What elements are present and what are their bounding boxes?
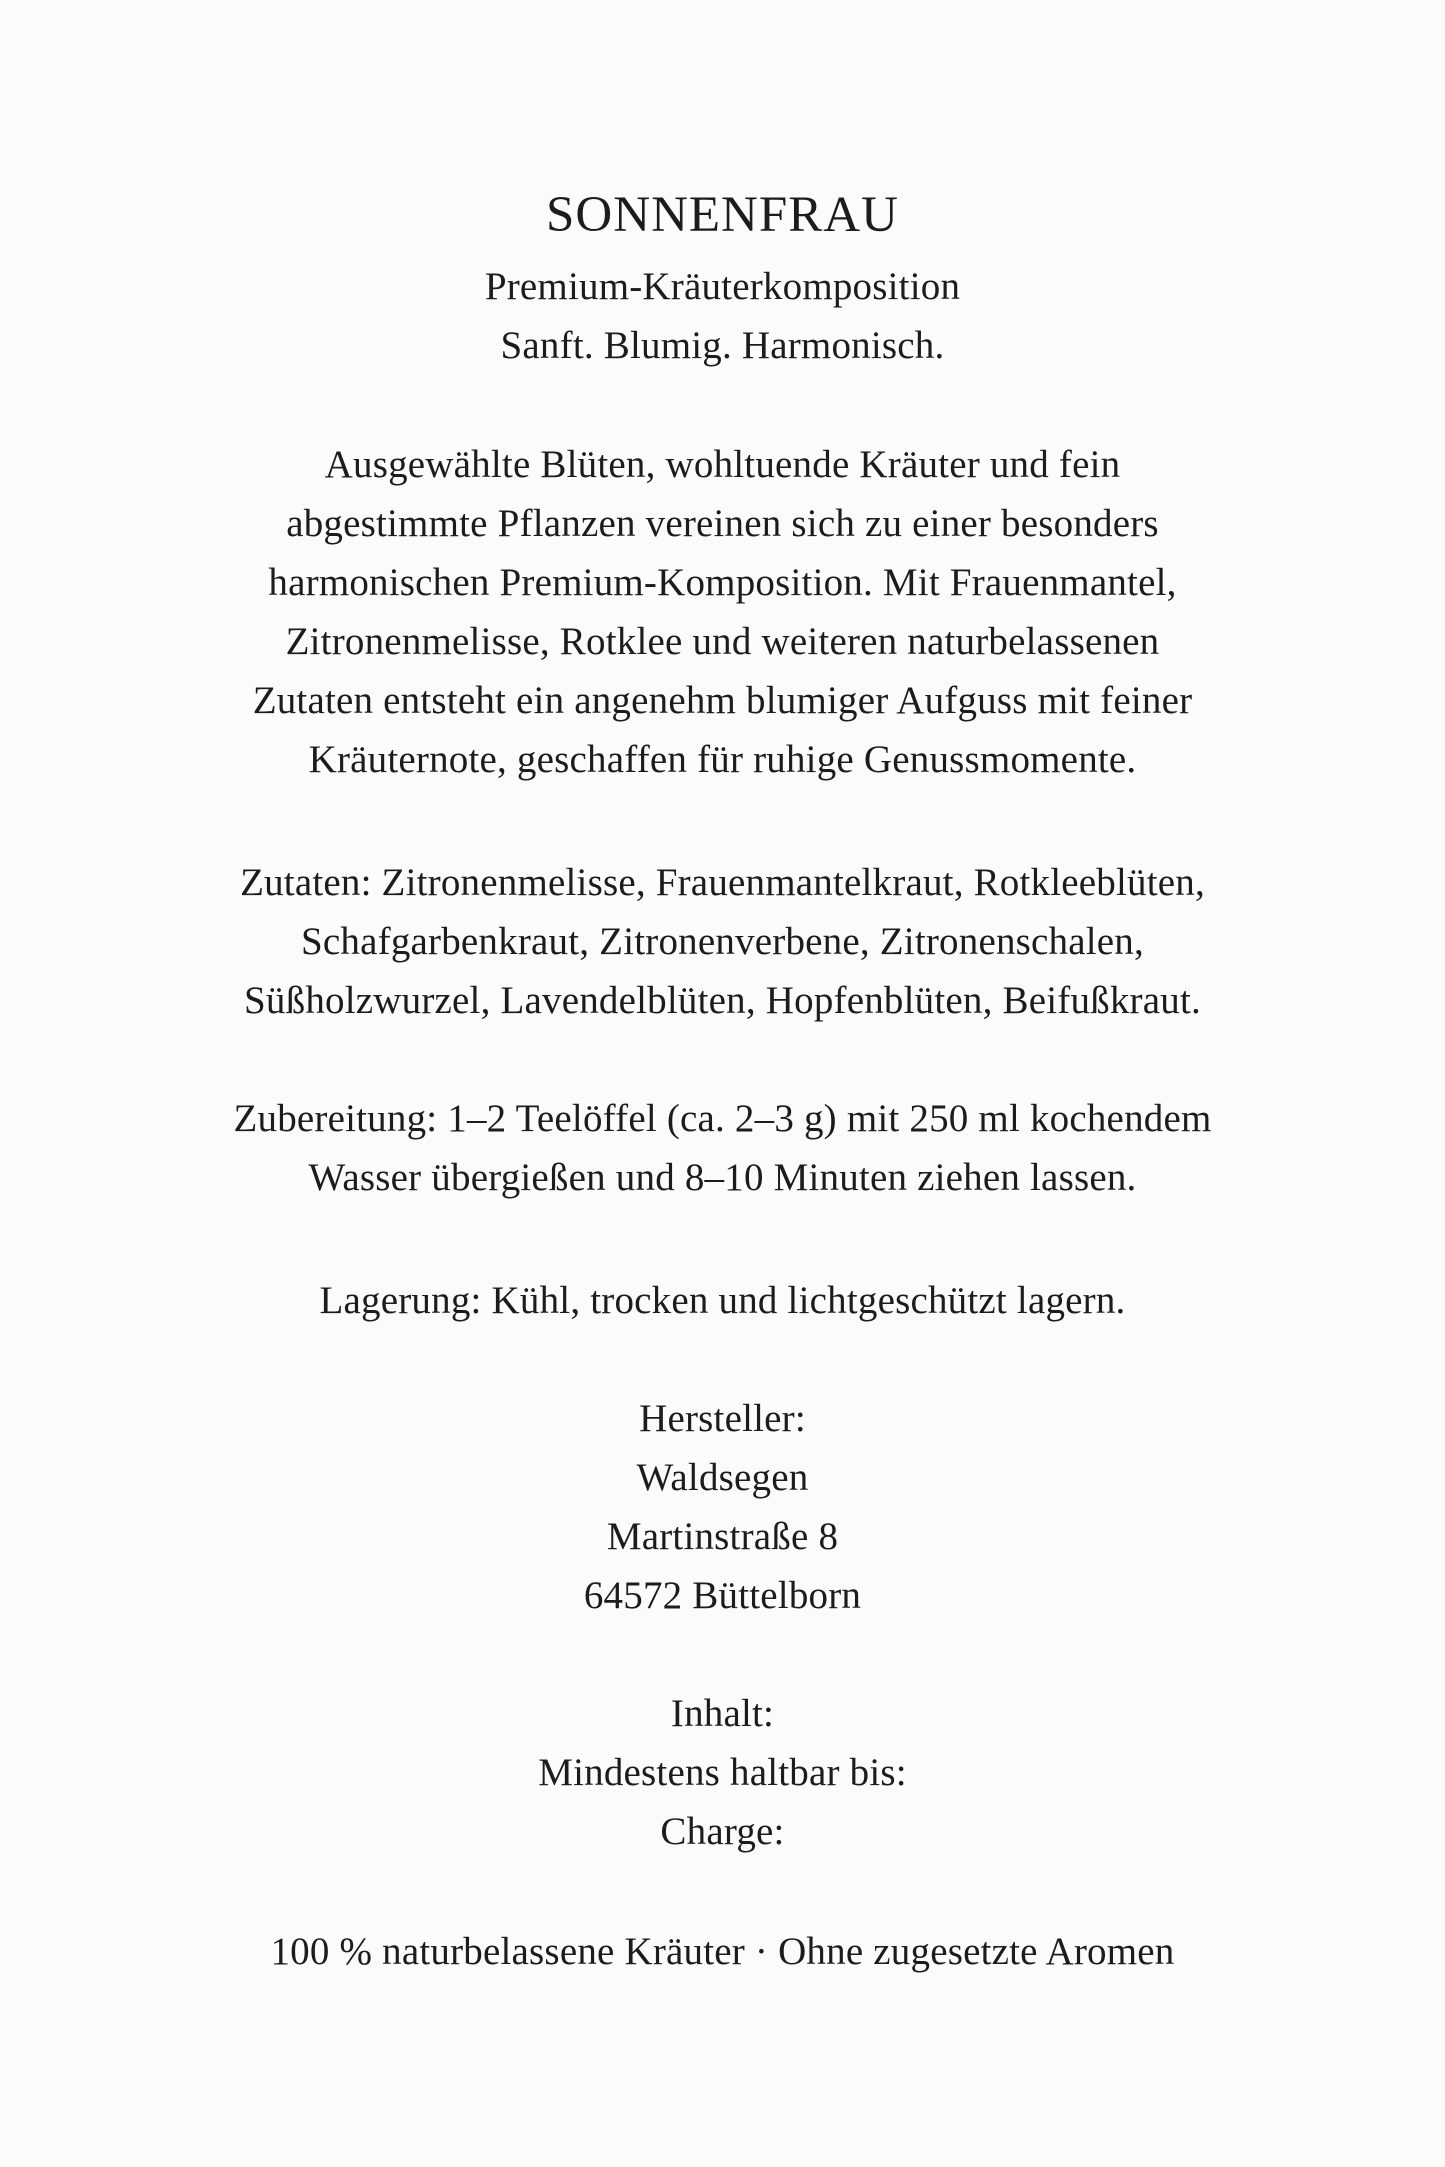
description-line: harmonischen Premium-Komposition. Mit Frauenmantel, <box>268 561 1177 604</box>
product-subtitle: Premium-Kräuterkomposition <box>484 265 961 308</box>
description-line: abgestimmte Pflanzen vereinen sich zu einer besonders <box>286 502 1159 545</box>
preparation-line: Wasser übergießen und 8–10 Minuten ziehen lassen. <box>308 1156 1137 1199</box>
description-line: Zutaten entsteht ein angenehm blumiger Aufguss mit feiner <box>252 679 1193 722</box>
best-before-label: Mindestens haltbar bis: <box>538 1751 907 1794</box>
manufacturer-street: Martinstraße 8 <box>606 1515 839 1558</box>
manufacturer-name: Waldsegen <box>636 1456 809 1499</box>
ingredients-line: Zutaten: Zitronenmelisse, Frauenmantelkraut, Rotkleeblüten, <box>240 861 1205 904</box>
ingredients-line: Schafgarbenkraut, Zitronenverbene, Zitronenschalen, <box>301 920 1144 963</box>
description-line: Kräuternote, geschaffen für ruhige Genussmomente. <box>308 738 1137 781</box>
description-line: Zitronenmelisse, Rotklee und weiteren naturbelassenen <box>285 620 1160 663</box>
batch-label: Charge: <box>660 1810 785 1853</box>
manufacturer-heading: Hersteller: <box>639 1397 806 1440</box>
content-label: Inhalt: <box>670 1692 775 1735</box>
product-title: SONNENFRAU <box>546 187 899 243</box>
preparation-line: Zubereitung: 1–2 Teelöffel (ca. 2–3 g) mit 250 ml kochendem <box>233 1097 1212 1140</box>
storage-info: Lagerung: Kühl, trocken und lichtgeschützt lagern. <box>319 1279 1126 1322</box>
manufacturer-city: 64572 Büttelborn <box>583 1574 862 1617</box>
footer-claim: 100 % naturbelassene Kräuter · Ohne zugesetzte Aromen <box>270 1930 1175 1973</box>
ingredients-line: Süßholzwurzel, Lavendelblüten, Hopfenblüten, Beifußkraut. <box>244 979 1201 1022</box>
product-tagline: Sanft. Blumig. Harmonisch. <box>500 324 945 367</box>
description-line: Ausgewählte Blüten, wohltuende Kräuter und fein <box>324 443 1121 486</box>
